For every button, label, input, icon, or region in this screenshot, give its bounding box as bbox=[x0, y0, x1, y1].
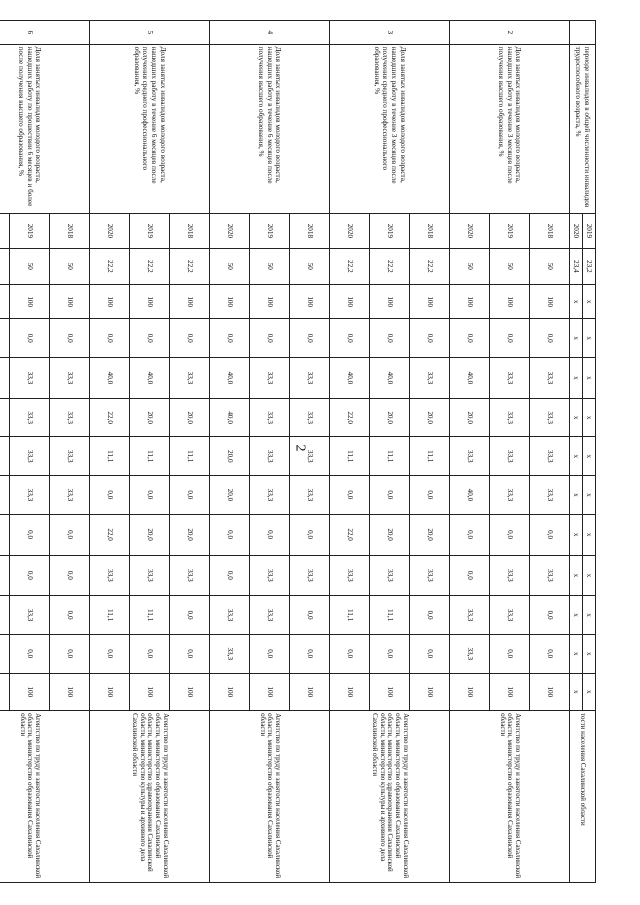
value-cell: 0,0 bbox=[170, 476, 210, 515]
value-cell: 40,0 bbox=[130, 358, 170, 399]
value-cell: 100 bbox=[290, 285, 330, 319]
value-cell: 33,3 bbox=[410, 555, 450, 596]
value-cell: 0,0 bbox=[450, 319, 490, 358]
value-cell: 20,0 bbox=[210, 437, 250, 476]
value-cell: 0,0 bbox=[290, 634, 330, 673]
year-cell bbox=[0, 214, 10, 248]
value-cell: 33,3 bbox=[490, 476, 530, 515]
value-cell: 100 bbox=[90, 285, 130, 319]
value-cell: 33,3 bbox=[450, 634, 490, 673]
row-number-cell: 2 bbox=[450, 21, 570, 45]
value-cell: 0,0 bbox=[170, 634, 210, 673]
year-cell: 2020 bbox=[570, 214, 583, 248]
year-cell: 2019 bbox=[370, 214, 410, 248]
value-cell: 33,3 bbox=[490, 358, 530, 399]
value-cell: 100 bbox=[170, 285, 210, 319]
value-cell: 0,0 bbox=[50, 634, 90, 673]
value-cell: 100 bbox=[210, 673, 250, 711]
value-cell: 33,3 bbox=[530, 358, 570, 399]
value-cell: x bbox=[583, 285, 596, 319]
year-cell: 2018 bbox=[50, 214, 90, 248]
value-cell: 33,3 bbox=[290, 437, 330, 476]
rotated-table-container bbox=[17, 20, 596, 883]
value-cell: 0,0 bbox=[130, 476, 170, 515]
value-cell: 22,2 bbox=[330, 248, 370, 284]
value-cell: 33,3 bbox=[50, 398, 90, 437]
value-cell: 0,0 bbox=[530, 319, 570, 358]
indicator-cell: Доля занятых инвалидов молодого возраста, нашедших работу по прошествии 6 месяцев и более после получения высшего образования, % bbox=[0, 44, 90, 214]
value-cell: 33,3 bbox=[250, 555, 290, 596]
value-cell bbox=[0, 285, 10, 319]
value-cell: x bbox=[570, 476, 583, 515]
indicator-cell: Доля занятых инвалидов молодого возраста, нашедших работу в течение 6 месяцев после получения среднего профессионального образования, % bbox=[90, 44, 210, 214]
value-cell: 0,0 bbox=[90, 319, 130, 358]
value-cell: 11,1 bbox=[370, 437, 410, 476]
value-cell: 0,0 bbox=[130, 634, 170, 673]
value-cell: x bbox=[570, 398, 583, 437]
value-cell: x bbox=[583, 476, 596, 515]
value-cell: 50 bbox=[50, 248, 90, 284]
value-cell: 40,0 bbox=[210, 358, 250, 399]
indicator-cell: Доля занятых инвалидов молодого возраста, нашедших работу в течение 3 месяцев после получения высшего образования, % bbox=[450, 44, 570, 214]
value-cell: 33,3 bbox=[10, 358, 50, 399]
value-cell: 0,0 bbox=[490, 319, 530, 358]
value-cell: 22,0 bbox=[330, 514, 370, 555]
value-cell: x bbox=[570, 596, 583, 635]
table-row bbox=[410, 21, 450, 883]
value-cell: 33,3 bbox=[330, 555, 370, 596]
value-cell: 0,0 bbox=[290, 319, 330, 358]
value-cell: 33,3 bbox=[50, 358, 90, 399]
value-cell: 0,0 bbox=[210, 555, 250, 596]
row-number-cell: 6 bbox=[0, 21, 90, 45]
value-cell: 100 bbox=[330, 285, 370, 319]
value-cell: x bbox=[570, 358, 583, 399]
value-cell: 33,3 bbox=[290, 555, 330, 596]
year-cell: 2019 bbox=[250, 214, 290, 248]
responsible-cell: Агентство по труду и занятости населения Сахалинской области, министерство образования Сахалинской области bbox=[210, 711, 330, 883]
table-row bbox=[530, 21, 570, 883]
value-cell: 0,0 bbox=[50, 555, 90, 596]
value-cell: 0,0 bbox=[370, 634, 410, 673]
value-cell: 100 bbox=[250, 285, 290, 319]
value-cell: 0,0 bbox=[90, 476, 130, 515]
value-cell: 20,0 bbox=[170, 398, 210, 437]
value-cell: 33,3 bbox=[10, 476, 50, 515]
value-cell: 100 bbox=[490, 673, 530, 711]
value-cell: 0,0 bbox=[490, 514, 530, 555]
value-cell: 0,0 bbox=[330, 634, 370, 673]
value-cell: 33,3 bbox=[210, 634, 250, 673]
value-cell: x bbox=[583, 398, 596, 437]
value-cell bbox=[0, 555, 10, 596]
value-cell: 33,3 bbox=[530, 437, 570, 476]
value-cell: x bbox=[570, 285, 583, 319]
value-cell: 100 bbox=[50, 673, 90, 711]
value-cell: 11,1 bbox=[130, 596, 170, 635]
value-cell: 0,0 bbox=[50, 514, 90, 555]
value-cell: 11,1 bbox=[130, 437, 170, 476]
value-cell: 33,3 bbox=[10, 398, 50, 437]
value-cell: 100 bbox=[490, 285, 530, 319]
year-cell: 2019 bbox=[10, 214, 50, 248]
value-cell: 50 bbox=[490, 248, 530, 284]
value-cell: 0,0 bbox=[10, 634, 50, 673]
value-cell: 100 bbox=[250, 673, 290, 711]
value-cell: 33,3 bbox=[170, 555, 210, 596]
value-cell: 0,0 bbox=[530, 514, 570, 555]
value-cell: x bbox=[583, 555, 596, 596]
indicator-cell: периоде инвалидов в общей численности инвалидов трудоспособного возраста, % bbox=[570, 44, 596, 214]
value-cell: 0,0 bbox=[450, 514, 490, 555]
value-cell: 50 bbox=[210, 248, 250, 284]
value-cell: 0,0 bbox=[170, 319, 210, 358]
value-cell bbox=[0, 476, 10, 515]
value-cell: 22,0 bbox=[90, 514, 130, 555]
value-cell: 33,3 bbox=[410, 358, 450, 399]
value-cell: 50 bbox=[450, 248, 490, 284]
value-cell: 100 bbox=[50, 285, 90, 319]
value-cell bbox=[0, 596, 10, 635]
value-cell: 33,3 bbox=[290, 398, 330, 437]
value-cell: 33,3 bbox=[530, 398, 570, 437]
value-cell: 33,3 bbox=[250, 398, 290, 437]
table-row bbox=[170, 21, 210, 883]
value-cell: 50 bbox=[10, 248, 50, 284]
indicator-cell: Доля занятых инвалидов молодого возраста, нашедших работу в течение 3 месяцев после получения среднего профессионального образования, % bbox=[330, 44, 450, 214]
value-cell: 40,0 bbox=[450, 358, 490, 399]
value-cell: 33,3 bbox=[370, 555, 410, 596]
value-cell: x bbox=[583, 319, 596, 358]
value-cell: 0,0 bbox=[370, 319, 410, 358]
value-cell: 20,0 bbox=[170, 514, 210, 555]
value-cell: 40,0 bbox=[370, 358, 410, 399]
value-cell bbox=[0, 634, 10, 673]
value-cell: 0,0 bbox=[450, 555, 490, 596]
value-cell: 0,0 bbox=[250, 634, 290, 673]
row-number-cell bbox=[570, 21, 596, 45]
value-cell: x bbox=[570, 319, 583, 358]
value-cell: x bbox=[570, 514, 583, 555]
value-cell: 33,3 bbox=[250, 358, 290, 399]
value-cell: 11,1 bbox=[330, 596, 370, 635]
value-cell: 33,3 bbox=[250, 476, 290, 515]
value-cell: 33,3 bbox=[130, 555, 170, 596]
value-cell: 0,0 bbox=[10, 514, 50, 555]
value-cell: 100 bbox=[90, 673, 130, 711]
value-cell: 100 bbox=[10, 285, 50, 319]
value-cell: 20,0 bbox=[130, 514, 170, 555]
value-cell: 0,0 bbox=[330, 319, 370, 358]
value-cell: 0,0 bbox=[130, 319, 170, 358]
value-cell: 0,0 bbox=[50, 319, 90, 358]
value-cell: 0,0 bbox=[50, 596, 90, 635]
value-cell: 22,2 bbox=[370, 248, 410, 284]
value-cell: 11,1 bbox=[330, 437, 370, 476]
value-cell: 40,0 bbox=[330, 358, 370, 399]
value-cell: 0,0 bbox=[410, 319, 450, 358]
responsible-cell: Агентство по труду и занятости населения Сахалинской области, министерство образования Сахалинской области, министерство здравоохранения Сахалинской области, министерство культуры и архивного дела Сахалинской области bbox=[330, 711, 450, 883]
value-cell: 33,3 bbox=[170, 358, 210, 399]
value-cell: 0,0 bbox=[330, 476, 370, 515]
value-cell: 50 bbox=[530, 248, 570, 284]
value-cell: 33,3 bbox=[10, 437, 50, 476]
value-cell: x bbox=[570, 634, 583, 673]
value-cell: 40,0 bbox=[90, 358, 130, 399]
value-cell: 100 bbox=[210, 285, 250, 319]
row-number-cell: 3 bbox=[330, 21, 450, 45]
value-cell: 33,3 bbox=[450, 437, 490, 476]
value-cell: 20,0 bbox=[410, 398, 450, 437]
value-cell: 33,3 bbox=[50, 437, 90, 476]
value-cell: 33,3 bbox=[450, 596, 490, 635]
value-cell: 22,2 bbox=[410, 248, 450, 284]
value-cell bbox=[0, 248, 10, 284]
value-cell: 0,0 bbox=[210, 514, 250, 555]
value-cell: 100 bbox=[170, 673, 210, 711]
year-cell: 2019 bbox=[490, 214, 530, 248]
value-cell: 0,0 bbox=[10, 555, 50, 596]
value-cell bbox=[0, 358, 10, 399]
value-cell: 20,0 bbox=[410, 514, 450, 555]
value-cell: x bbox=[570, 437, 583, 476]
value-cell: 23,4 bbox=[570, 248, 583, 284]
value-cell: 11,1 bbox=[170, 437, 210, 476]
value-cell: 33,3 bbox=[250, 437, 290, 476]
indicator-cell: Доля занятых инвалидов молодого возраста, нашедших работу в течение 6 месяцев после получения высшего образования, % bbox=[210, 44, 330, 214]
value-cell: 22,2 bbox=[90, 248, 130, 284]
year-cell: 2018 bbox=[290, 214, 330, 248]
value-cell: 50 bbox=[290, 248, 330, 284]
year-cell: 2020 bbox=[90, 214, 130, 248]
value-cell: 0,0 bbox=[410, 596, 450, 635]
value-cell: x bbox=[583, 673, 596, 711]
year-cell: 2020 bbox=[330, 214, 370, 248]
value-cell: 11,1 bbox=[90, 596, 130, 635]
value-cell: x bbox=[583, 596, 596, 635]
year-cell: 2018 bbox=[410, 214, 450, 248]
value-cell: x bbox=[583, 634, 596, 673]
year-cell: 2018 bbox=[170, 214, 210, 248]
value-cell: 22,2 bbox=[130, 248, 170, 284]
value-cell: 100 bbox=[450, 673, 490, 711]
value-cell: 20,0 bbox=[370, 514, 410, 555]
year-cell: 2018 bbox=[530, 214, 570, 248]
value-cell: 33,3 bbox=[290, 476, 330, 515]
value-cell: 33,3 bbox=[50, 476, 90, 515]
value-cell: 100 bbox=[370, 285, 410, 319]
value-cell: 0,0 bbox=[90, 634, 130, 673]
value-cell: 0,0 bbox=[410, 476, 450, 515]
value-cell bbox=[0, 319, 10, 358]
value-cell: 33,3 bbox=[490, 596, 530, 635]
value-cell: 100 bbox=[410, 285, 450, 319]
value-cell: 22,0 bbox=[90, 398, 130, 437]
value-cell: 20,0 bbox=[450, 398, 490, 437]
year-cell: 2020 bbox=[450, 214, 490, 248]
value-cell: 33,3 bbox=[530, 555, 570, 596]
value-cell: x bbox=[583, 514, 596, 555]
indicators-table bbox=[0, 20, 596, 883]
value-cell: 33,3 bbox=[290, 358, 330, 399]
value-cell: 0,0 bbox=[530, 634, 570, 673]
value-cell: 33,3 bbox=[490, 398, 530, 437]
value-cell: x bbox=[570, 555, 583, 596]
value-cell bbox=[0, 673, 10, 711]
value-cell: 23,2 bbox=[583, 248, 596, 284]
value-cell: 100 bbox=[450, 285, 490, 319]
value-cell: 0,0 bbox=[490, 634, 530, 673]
value-cell: 11,1 bbox=[90, 437, 130, 476]
value-cell: x bbox=[583, 437, 596, 476]
value-cell: 0,0 bbox=[530, 596, 570, 635]
row-number-cell: 4 bbox=[210, 21, 330, 45]
value-cell: 20,0 bbox=[210, 476, 250, 515]
value-cell: 22,0 bbox=[330, 398, 370, 437]
value-cell: x bbox=[583, 358, 596, 399]
value-cell: 100 bbox=[530, 285, 570, 319]
value-cell: 0,0 bbox=[290, 514, 330, 555]
responsible-cell: Агентство по труду и занятости населения Сахалинской области, министерство образования Сахалинской области bbox=[0, 711, 90, 883]
value-cell: 100 bbox=[290, 673, 330, 711]
value-cell: 33,3 bbox=[530, 476, 570, 515]
table-row bbox=[50, 21, 90, 883]
value-cell: 33,3 bbox=[490, 437, 530, 476]
value-cell: 33,3 bbox=[250, 596, 290, 635]
value-cell: 100 bbox=[410, 673, 450, 711]
value-cell: 0,0 bbox=[210, 319, 250, 358]
value-cell bbox=[0, 437, 10, 476]
value-cell: 20,0 bbox=[370, 398, 410, 437]
responsible-cell: Агентство по труду и занятости населения Сахалинской области, министерство образования Сахалинской области, министерство здравоохранения Сахалинской области, министерство культуры и архивного дела Сахалинской области bbox=[90, 711, 210, 883]
value-cell: 11,1 bbox=[410, 437, 450, 476]
year-cell: 2019 bbox=[583, 214, 596, 248]
value-cell: 100 bbox=[130, 673, 170, 711]
value-cell: 0,0 bbox=[170, 596, 210, 635]
value-cell: 40,0 bbox=[450, 476, 490, 515]
value-cell: 0,0 bbox=[250, 514, 290, 555]
value-cell: 33,3 bbox=[210, 596, 250, 635]
table-row bbox=[290, 21, 330, 883]
value-cell: 100 bbox=[530, 673, 570, 711]
value-cell: 40,0 bbox=[210, 398, 250, 437]
year-cell: 2020 bbox=[210, 214, 250, 248]
value-cell: 0,0 bbox=[410, 634, 450, 673]
value-cell: 33,3 bbox=[490, 555, 530, 596]
value-cell: 100 bbox=[330, 673, 370, 711]
table-viewport bbox=[17, 20, 596, 883]
page-number: 2 bbox=[292, 444, 308, 452]
year-cell: 2019 bbox=[130, 214, 170, 248]
value-cell: 22,2 bbox=[170, 248, 210, 284]
row-number-cell: 5 bbox=[90, 21, 210, 45]
responsible-cell: тости населения Сахалинской области bbox=[570, 711, 596, 883]
value-cell: 0,0 bbox=[250, 319, 290, 358]
value-cell: 100 bbox=[10, 673, 50, 711]
value-cell bbox=[0, 398, 10, 437]
value-cell: 100 bbox=[370, 673, 410, 711]
value-cell: 33,3 bbox=[90, 555, 130, 596]
value-cell: 33,3 bbox=[10, 596, 50, 635]
value-cell: 0,0 bbox=[290, 596, 330, 635]
value-cell: x bbox=[570, 673, 583, 711]
value-cell: 20,0 bbox=[130, 398, 170, 437]
table-row bbox=[583, 21, 596, 883]
value-cell: 100 bbox=[130, 285, 170, 319]
value-cell: 11,1 bbox=[370, 596, 410, 635]
value-cell: 0,0 bbox=[10, 319, 50, 358]
value-cell: 50 bbox=[250, 248, 290, 284]
value-cell bbox=[0, 514, 10, 555]
responsible-cell: Агентство по труду и занятости населения Сахалинской области, министерство образования Сахалинской области bbox=[450, 711, 570, 883]
value-cell: 0,0 bbox=[370, 476, 410, 515]
